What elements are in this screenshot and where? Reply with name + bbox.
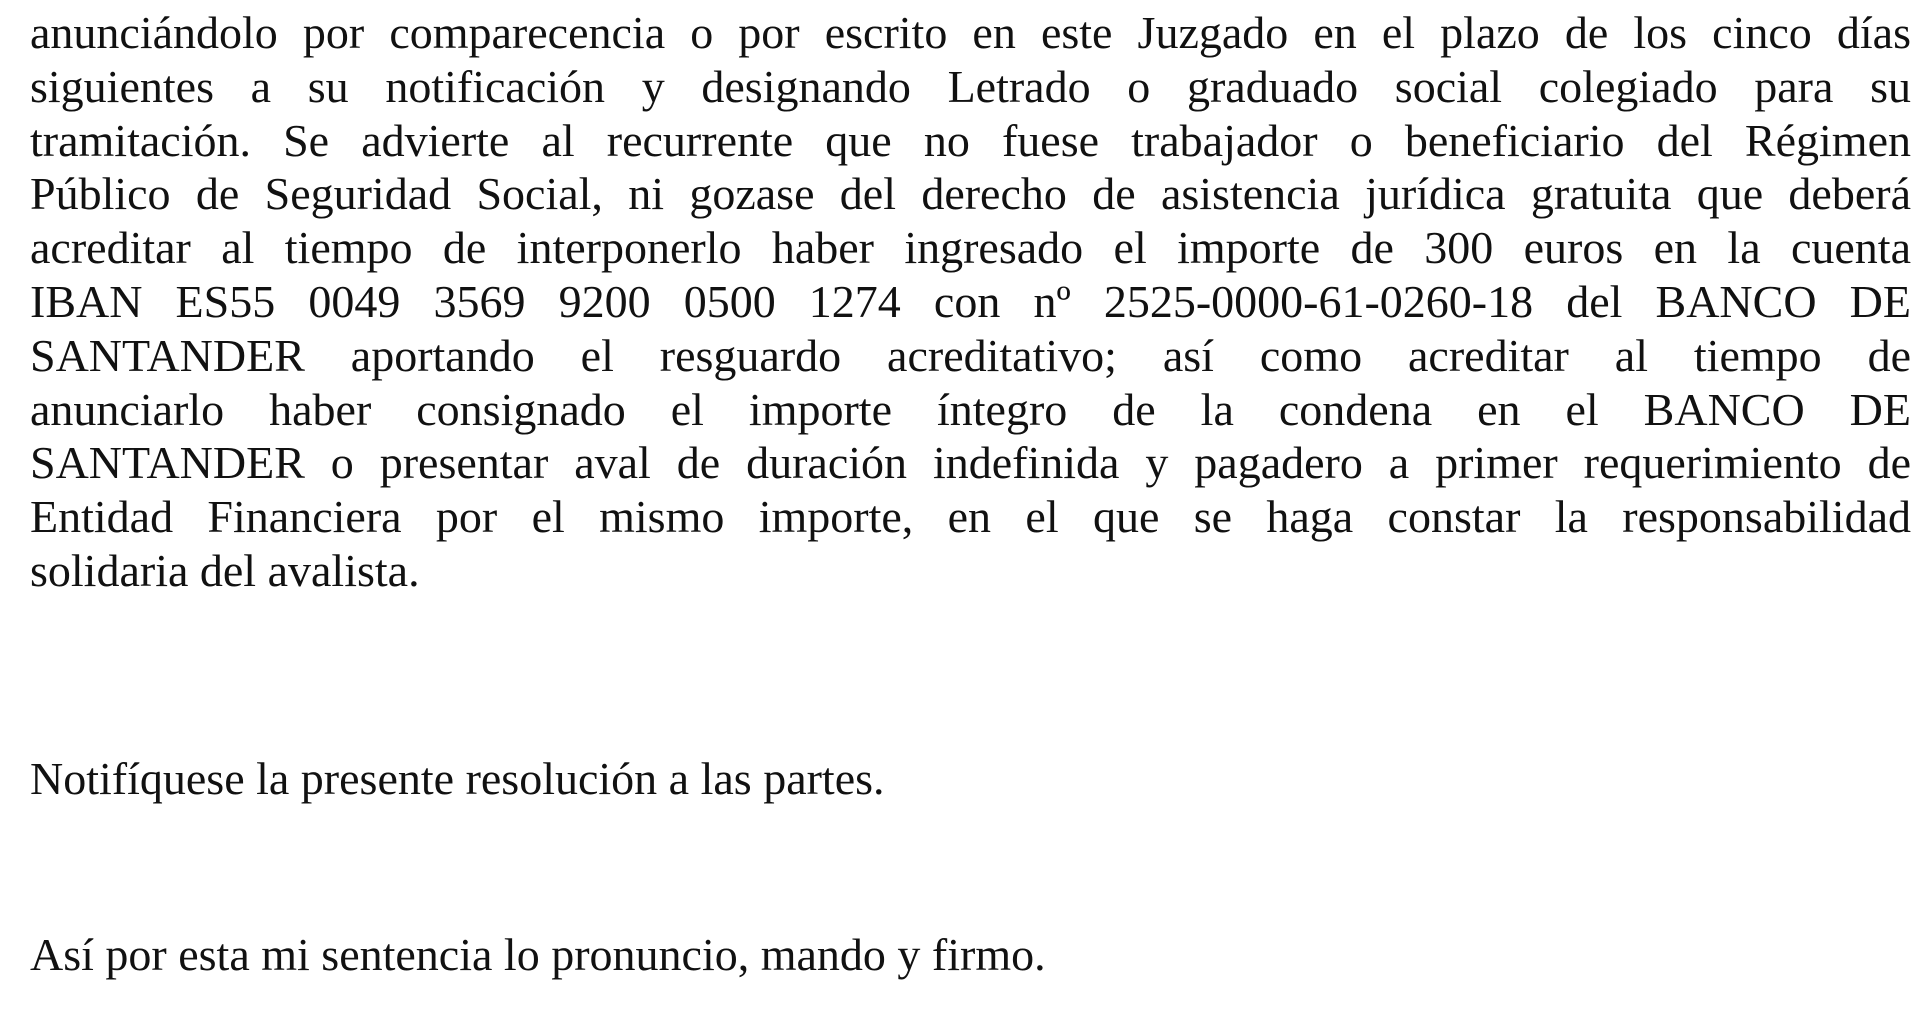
paragraph-line: SANTANDER o presentar aval de duración indefinida y pagadero a primer requerimiento de [30,437,1911,489]
paragraph-line: anunciándolo por comparecencia o por escrito en este Juzgado en el plazo de los cinco días [30,7,1911,58]
notification-sentence: Notifíquese la presente resolución a las partes. [30,753,885,804]
paragraph-line: Público de Seguridad Social, ni gozase del derecho de asistencia jurídica gratuita que deberá [30,168,1911,220]
paragraph-line: anunciarlo haber consignado el importe íntegro de la condena en el BANCO DE [30,383,1911,435]
paragraph-line: siguientes a su notificación y designando Letrado o graduado social colegiado para su [30,60,1911,112]
paragraph-line: SANTANDER aportando el resguardo acreditativo; así como acreditar al tiempo de [30,329,1911,381]
closing-sentence: Así por esta mi sentencia lo pronuncio, mando y firmo. [30,929,1046,980]
appeal-instructions-paragraph [30,6,1911,598]
paragraph-line: Entidad Financiera por el mismo importe, en el que se haga constar la responsabilidad [30,491,1911,543]
paragraph-line: tramitación. Se advierte al recurrente que no fuese trabajador o beneficiario del Régimen [30,114,1911,166]
paragraph-line: acreditar al tiempo de interponerlo haber ingresado el importe de 300 euros en la cuenta [30,222,1911,274]
paragraph-line: IBAN ES55 0049 3569 9200 0500 1274 con nº 2525-0000-61-0260-18 del BANCO DE [30,275,1911,327]
paragraph-line: solidaria del avalista. [30,544,420,596]
